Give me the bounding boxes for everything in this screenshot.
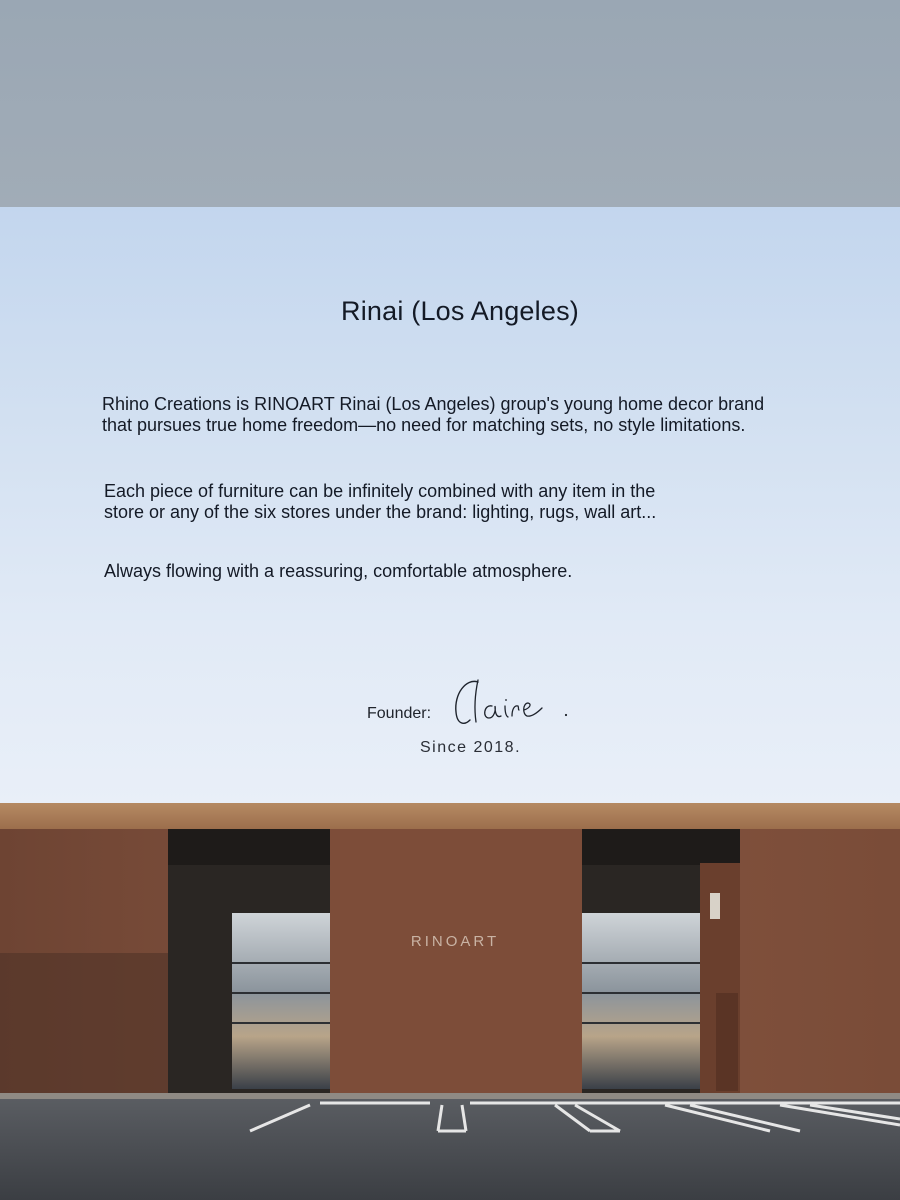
entrance-right-canopy xyxy=(582,829,740,865)
paragraph-atmosphere: Always flowing with a reassuring, comfortable atmosphere. xyxy=(104,561,573,581)
paragraph-line: store or any of the six stores under the brand: lighting, rugs, wall art... xyxy=(104,502,657,522)
window-left xyxy=(232,913,330,1089)
founder-signature xyxy=(448,672,578,732)
page-title: Rinai (Los Angeles) xyxy=(341,296,579,326)
parking-lot xyxy=(0,1099,900,1200)
paragraph-line: Rhino Creations is RINOART Rinai (Los Angeles) group's young home decor brand xyxy=(102,394,765,414)
building-photo xyxy=(0,803,900,1200)
facade-shadow xyxy=(0,953,170,1095)
paragraph-line: that pursues true home freedom—no need for matching sets, no style limitations. xyxy=(102,415,746,435)
since-year: Since 2018. xyxy=(420,739,522,756)
paragraph-combinations xyxy=(104,481,656,523)
paragraph-brand-intro xyxy=(102,394,764,436)
wall-light xyxy=(710,893,720,919)
window-right xyxy=(582,913,702,1089)
paragraph-line: Each piece of furniture can be infinitely combined with any item in the xyxy=(104,481,656,501)
entrance-left-canopy xyxy=(168,829,330,865)
side-door xyxy=(716,993,738,1091)
founder-label: Founder: xyxy=(367,705,432,722)
top-band xyxy=(0,0,900,207)
central-wall-block xyxy=(330,829,582,1095)
roof-edge xyxy=(0,803,900,829)
building-sign: RINOART xyxy=(410,933,500,950)
